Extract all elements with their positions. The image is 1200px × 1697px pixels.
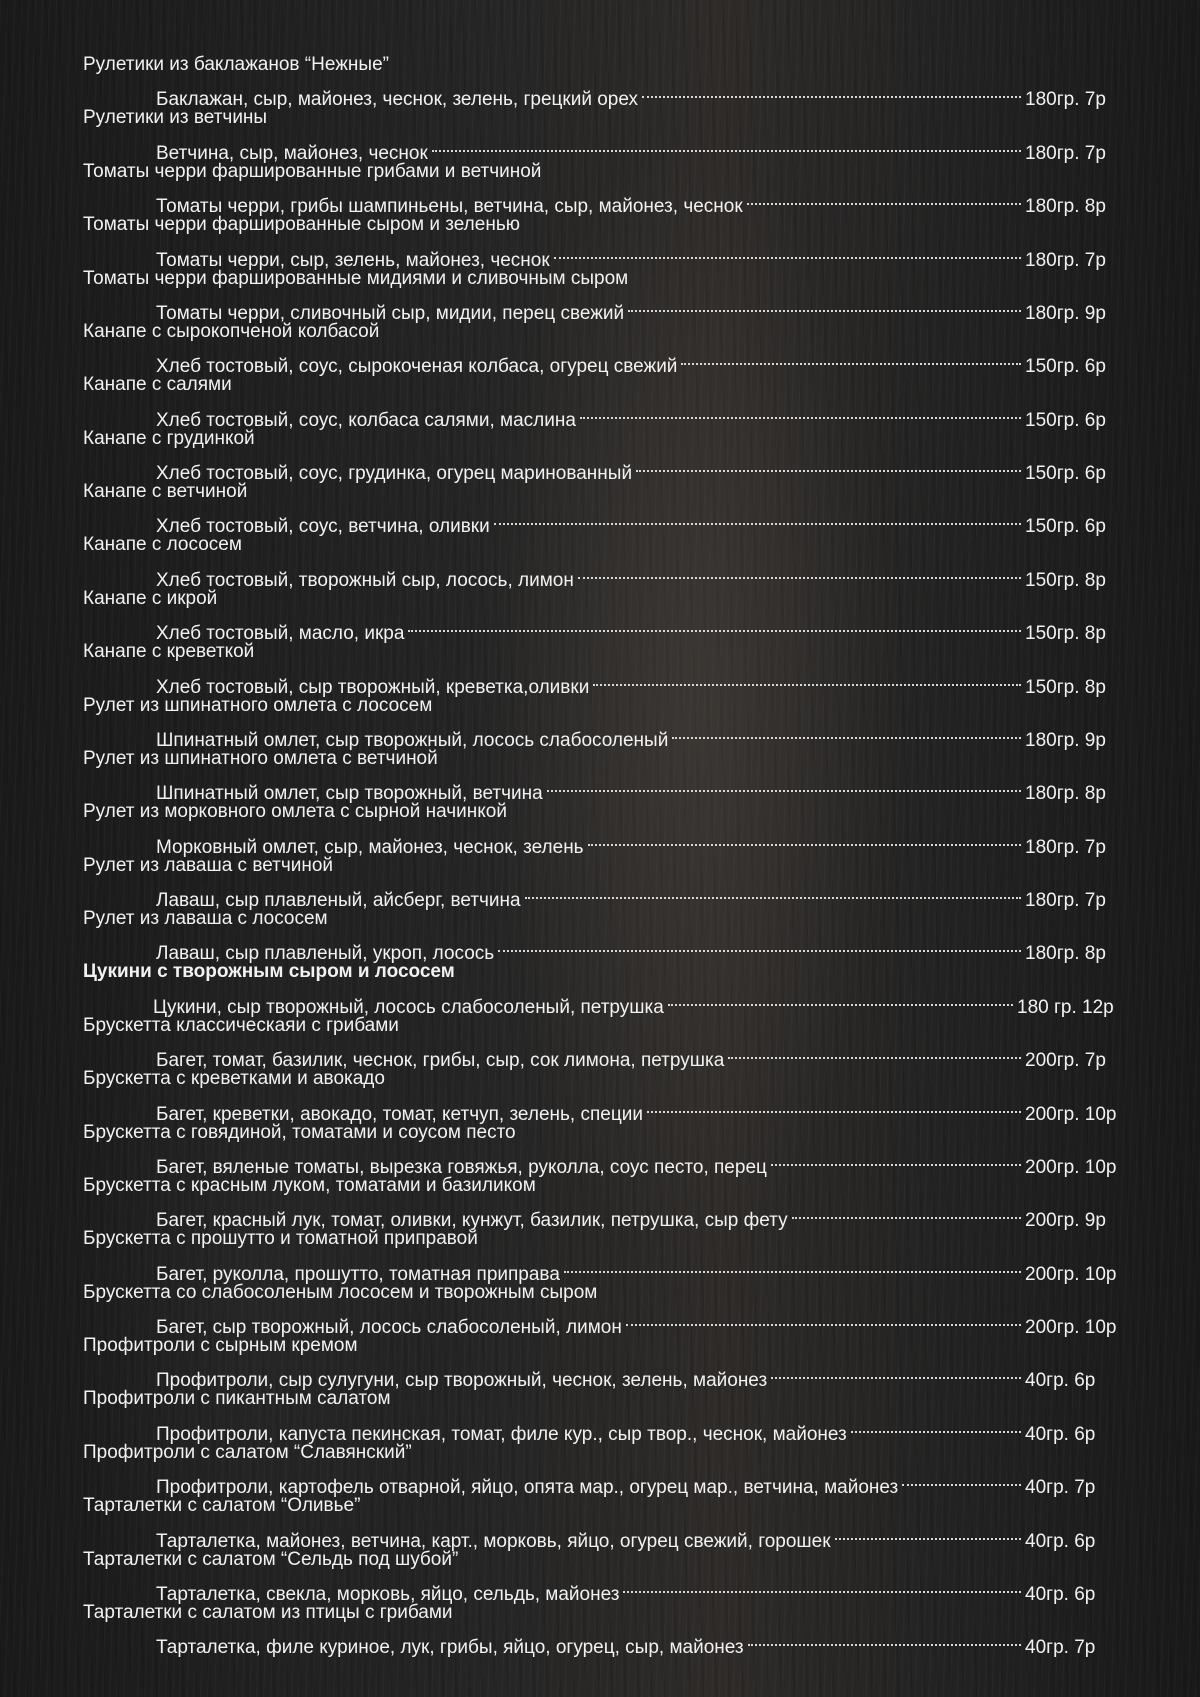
- dish-price: 150гр. 8р: [1025, 569, 1106, 591]
- dish-title: Тарталетки с салатом “Оливье”: [83, 1495, 361, 1517]
- dot-leader: [728, 1039, 1021, 1066]
- dish-title: Рулетики из баклажанов “Нежные”: [83, 54, 389, 75]
- menu-item: [83, 52, 1143, 111]
- dot-leader: [626, 1306, 1021, 1333]
- menu-item: [83, 1280, 1143, 1338]
- dish-title: Томаты черри фаршированные грибами и ветчиной: [83, 160, 542, 182]
- dish-details: [83, 79, 1143, 111]
- dish-title: Брускетта с креветками и авокадо: [83, 1068, 385, 1090]
- dish-title: Канапе с креветкой: [83, 641, 255, 663]
- dish-details: [83, 826, 1143, 858]
- dish-ingredients: Хлеб тостовый, соус, ветчина, оливки: [156, 516, 490, 538]
- dot-leader: [835, 1520, 1021, 1547]
- dish-price: 150гр. 6р: [1025, 463, 1106, 484]
- dish-details: [83, 292, 1143, 324]
- dish-price: 150гр. 8р: [1025, 676, 1106, 698]
- dish-details: [83, 879, 1143, 911]
- dish-details: [83, 346, 1143, 378]
- dish-details: [83, 612, 1143, 645]
- dish-ingredients: Хлеб тостовый, соус, грудинка, огурец маринованный: [156, 463, 633, 484]
- dish-ingredients: Томаты черри, грибы шампиньены, ветчина, сыр, майонез, чеснок: [156, 196, 743, 218]
- dish-price: 40гр. 6р: [1025, 1583, 1096, 1605]
- dot-leader: [623, 1573, 1021, 1600]
- dish-title: Рулет из лаваша с лососем: [83, 908, 328, 929]
- dish-title: Брускетта с говядиной, томатами и соусом песто: [83, 1121, 516, 1143]
- dish-ingredients: Лаваш, сыр плавленый, укроп, лосось: [156, 943, 495, 965]
- dish-details: [83, 1093, 1143, 1125]
- dish-ingredients: Баклажан, сыр, майонез, чеснок, зелень, грецкий орех: [156, 89, 639, 111]
- dish-price: 200гр. 9р: [1025, 1210, 1106, 1232]
- menu-item: [83, 426, 1143, 484]
- dot-leader: [564, 1253, 1021, 1280]
- dish-price: 180гр. 8р: [1025, 783, 1106, 805]
- dish-title: Профитроли с пикантным салатом: [83, 1388, 391, 1410]
- dish-ingredients: Хлеб тостовый, творожный сыр, лосось, лимон: [156, 569, 574, 591]
- dish-title: Канапе с грудинкой: [83, 427, 255, 449]
- dish-ingredients: Багет, красный лук, томат, оливки, кунжут, базилик, петрушка, сыр фету: [156, 1210, 788, 1232]
- dish-ingredients: Хлеб тостовый, масло, икра: [156, 623, 405, 645]
- dot-leader: [498, 933, 1021, 960]
- dot-leader: [647, 1093, 1021, 1120]
- dot-leader: [628, 292, 1021, 319]
- dish-details: [83, 666, 1143, 698]
- dish-details: [83, 132, 1143, 164]
- dish-price: 40гр. 6р: [1025, 1530, 1096, 1552]
- dish-ingredients: Ветчина, сыр, майонез, чеснок: [156, 142, 428, 164]
- dish-ingredients: Хлеб тостовый, сыр творожный, креветка,оливки: [156, 676, 590, 698]
- dot-leader: [668, 986, 1013, 1013]
- menu-item: [83, 799, 1143, 858]
- dish-title: Тарталетки с салатом из птицы с грибами: [83, 1601, 453, 1623]
- dish-details: [83, 185, 1143, 218]
- dish-ingredients: Хлеб тостовый, соус, колбаса салями, маслина: [156, 409, 576, 431]
- dish-title: Канапе с ветчиной: [83, 481, 248, 502]
- dish-ingredients: Багет, вяленые томаты, вырезка говяжья, руколла, соус песто, перец: [156, 1156, 767, 1178]
- dish-ingredients: Багет, сыр творожный, лосось слабосоленый, лимон: [156, 1317, 622, 1338]
- dot-leader: [771, 1360, 1021, 1387]
- dish-price: 40гр. 7р: [1025, 1477, 1096, 1499]
- dish-details: [83, 1360, 1143, 1392]
- dish-price: 150гр. 8р: [1025, 623, 1106, 645]
- dish-ingredients: Профитроли, картофель отварной, яйцо, опята мар., огурец мар., ветчина, майонез: [156, 1477, 899, 1499]
- menu-item: [83, 853, 1143, 911]
- dish-price: 40гр. 6р: [1025, 1370, 1096, 1392]
- dish-ingredients: Лаваш, сыр плавленый, айсберг, ветчина: [156, 890, 521, 911]
- dish-details: [83, 933, 1143, 965]
- dish-ingredients: Профитроли, капуста пекинская, томат, филе кур., сыр твор., чеснок, майонез: [156, 1423, 847, 1445]
- dish-price: 150гр. 6р: [1025, 356, 1106, 378]
- dish-price: 200гр. 10р: [1025, 1103, 1117, 1125]
- dish-title: Томаты черри фаршированные сыром и зеленью: [83, 214, 520, 236]
- dot-leader: [494, 506, 1021, 533]
- dish-title: Томаты черри фаршированные мидиями и сливочным сыром: [83, 267, 629, 289]
- dot-leader: [408, 612, 1021, 639]
- dish-ingredients: Багет, томат, базилик, чеснок, грибы, сыр, сок лимона, петрушка: [156, 1050, 725, 1072]
- dish-ingredients: Тарталетка, филе куриное, лук, грибы, яйцо, огурец, сыр, майонез: [156, 1637, 744, 1659]
- dish-price: 200гр. 10р: [1025, 1156, 1117, 1178]
- dish-details: [83, 239, 1143, 271]
- dot-leader: [547, 773, 1021, 800]
- dish-title: Тарталетки с салатом “Сельдь под шубой”: [83, 1548, 459, 1570]
- dish-ingredients: Тарталетка, свекла, морковь, яйцо, сельдь, майонез: [156, 1583, 620, 1605]
- dish-price: 200гр. 10р: [1025, 1263, 1117, 1285]
- dot-leader: [747, 185, 1021, 212]
- dish-ingredients: Морковный омлет, сыр, майонез, чеснок, зелень: [156, 836, 584, 858]
- dish-title: Брускетта классическаяи с грибами: [83, 1014, 399, 1036]
- dish-price: 40гр. 6р: [1025, 1423, 1096, 1445]
- dish-title: Цукини с творожным сыром и лососем: [83, 961, 455, 983]
- dish-title: Рулет из шпинатного омлета с лососем: [83, 694, 433, 716]
- dish-ingredients: Профитроли, сыр сулугуни, сыр творожный, чеснок, зелень, майонез: [156, 1370, 768, 1392]
- dish-details: [83, 559, 1143, 591]
- dish-price: 180 гр. 12р: [1017, 996, 1114, 1018]
- dish-title: Рулет из морковного омлета с сырной начинкой: [83, 801, 507, 823]
- dish-details: [83, 1573, 1143, 1605]
- dish-details: [83, 1306, 1143, 1338]
- dish-ingredients: Томаты черри, сыр, зелень, майонез, чеснок: [156, 249, 550, 271]
- menu-item: [83, 906, 1143, 965]
- dot-leader: [525, 879, 1021, 906]
- dot-leader: [792, 1200, 1021, 1227]
- dish-price: 180гр. 7р: [1025, 249, 1106, 271]
- menu-list: [83, 52, 1143, 1659]
- dish-price: 180гр. 7р: [1025, 836, 1106, 858]
- dish-ingredients: Хлеб тостовый, соус, сырокоченая колбаса, огурец свежий: [156, 356, 678, 378]
- dish-ingredients: Цукини, сыр творожный, лосось слабосоленый, петрушка: [153, 996, 664, 1018]
- menu-item: [83, 639, 1143, 698]
- dish-price: 180гр. 8р: [1025, 196, 1106, 218]
- dish-price: 200гр. 7р: [1025, 1050, 1106, 1072]
- menu-item: [83, 959, 1143, 1018]
- dish-title: Канапе с салями: [83, 374, 232, 396]
- dish-details: [83, 773, 1143, 805]
- dot-leader: [432, 132, 1021, 159]
- dish-details: [83, 1253, 1143, 1285]
- dish-title: Канапе с икрой: [83, 587, 218, 609]
- dish-price: 180гр. 7р: [1025, 89, 1106, 111]
- dish-title: Канапе с лососем: [83, 534, 242, 556]
- dish-details: [83, 1146, 1143, 1178]
- dish-price: 180гр. 7р: [1025, 890, 1106, 911]
- dot-leader: [642, 79, 1021, 106]
- dot-leader: [851, 1413, 1021, 1440]
- dot-leader: [902, 1466, 1021, 1493]
- dish-ingredients: Шпинатный омлет, сыр творожный, лосось слабосоленый: [156, 729, 669, 751]
- menu-item: [83, 159, 1143, 218]
- dot-leader: [636, 452, 1021, 479]
- dish-ingredients: Багет, руколла, прошутто, томатная приправа: [156, 1263, 560, 1285]
- dish-details: [83, 986, 1143, 1018]
- dish-price: 180гр. 9р: [1025, 302, 1106, 324]
- dish-ingredients: Томаты черри, сливочный сыр, мидии, перец свежий: [156, 302, 625, 324]
- dish-details: [83, 1466, 1143, 1499]
- dot-leader: [580, 399, 1021, 426]
- dot-leader: [578, 559, 1021, 586]
- dish-details: [83, 452, 1143, 484]
- dish-price: 200гр. 10р: [1025, 1317, 1117, 1338]
- dot-leader: [554, 239, 1021, 266]
- dish-details: [83, 1413, 1143, 1445]
- dish-title: Рулетики из ветчины: [83, 107, 268, 129]
- dish-ingredients: Шпинатный омлет, сыр творожный, ветчина: [156, 783, 543, 805]
- dish-details: [83, 506, 1143, 538]
- dish-title: Рулет из шпинатного омлета с ветчиной: [83, 747, 438, 769]
- dish-details: [83, 1039, 1143, 1072]
- dish-ingredients: Багет, креветки, авокадо, томат, кетчуп, зелень, специи: [156, 1103, 643, 1125]
- dot-leader: [588, 826, 1021, 853]
- dish-price: 180гр. 9р: [1025, 729, 1106, 751]
- dish-price: 40гр. 7р: [1025, 1637, 1096, 1659]
- dish-ingredients: Тарталетка, майонез, ветчина, карт., морковь, яйцо, огурец свежий, горошек: [156, 1530, 831, 1552]
- dish-price: 180гр. 8р: [1025, 943, 1106, 965]
- dish-title: Брускетта с прошутто и томатной приправой: [83, 1228, 478, 1250]
- dish-details: [83, 1520, 1143, 1552]
- dish-title: Брускетта с красным луком, томатами и базиликом: [83, 1174, 536, 1196]
- dish-details: [83, 719, 1143, 751]
- dish-details: [83, 399, 1143, 431]
- dot-leader: [771, 1146, 1021, 1173]
- dish-details: [83, 1627, 1143, 1659]
- dish-title: Рулет из лаваша с ветчиной: [83, 854, 334, 876]
- dish-title: Профитроли с сырным кремом: [83, 1335, 358, 1356]
- dish-price: 180гр. 7р: [1025, 142, 1106, 164]
- dish-title: Брускетта со слабосоленым лососем и творожным сыром: [83, 1281, 598, 1303]
- dot-leader: [672, 719, 1021, 746]
- dot-leader: [748, 1627, 1021, 1654]
- dish-price: 150гр. 6р: [1025, 409, 1106, 431]
- dish-details: [83, 1200, 1143, 1232]
- menu-item: [83, 266, 1143, 324]
- menu-item: [83, 693, 1143, 751]
- dish-price: 150гр. 6р: [1025, 516, 1106, 538]
- dot-leader: [593, 666, 1021, 693]
- dot-leader: [681, 346, 1021, 373]
- dish-title: Канапе с сырокопченой колбасой: [83, 320, 380, 342]
- dish-title: Профитроли с салатом “Славянский”: [83, 1441, 412, 1463]
